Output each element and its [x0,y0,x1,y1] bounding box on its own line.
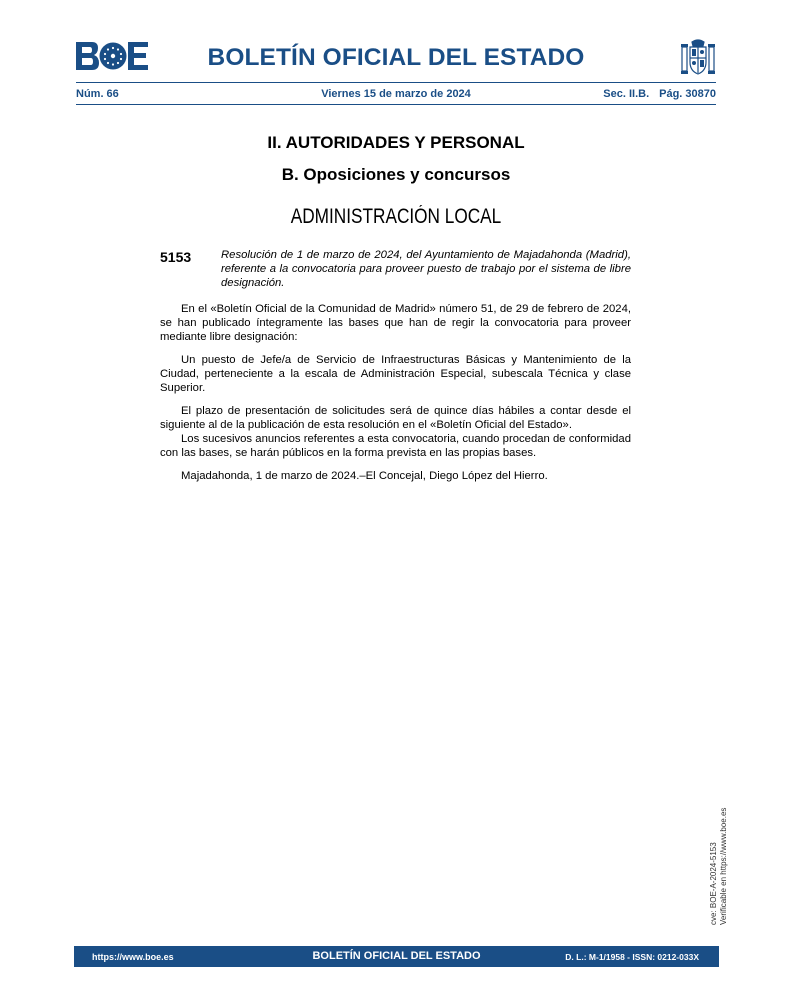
paragraph: En el «Boletín Oficial de la Comunidad de Madrid» número 51, de 29 de febrero de 2024, se han publicado íntegramente las bases que han de regir la convocatoria para proveer mediante libre designación: [160,303,631,343]
verify-link[interactable]: Verificable en https://www.boe.es [719,807,728,925]
footer-bar [74,946,719,967]
header-title: BOLETÍN OFICIAL DEL ESTADO [207,44,585,71]
paragraph: Los sucesivos anuncios referentes a esta convocatoria, cuando procedan de conformidad con las bases, se harán públicos en la forma prevista en las propias bases. [160,433,631,459]
page-label: Pág. 30870 [659,88,716,100]
footer-url[interactable]: https://www.boe.es [92,952,174,962]
category-heading: ADMINISTRACIÓN LOCAL [290,205,502,228]
issue-number: Núm. 66 [76,88,119,100]
footer-title: BOLETÍN OFICIAL DEL ESTADO [312,950,481,962]
cve-code: cve: BOE-A-2024-5153 [709,842,718,925]
boe-logo-icon [76,42,148,70]
document-body [160,302,631,492]
header-rule-bottom [76,104,716,105]
entry-number: 5153 [160,249,192,265]
signature-paragraph: Majadahonda, 1 de marzo de 2024.–El Concejal, Diego López del Hierro. [181,470,548,482]
section-page [603,88,716,100]
paragraph: Un puesto de Jefe/a de Servicio de Infraestructuras Básicas y Mantenimiento de la Ciudad, perteneciente a la escala de Administración Especial, subescala Técnica y clase Superior. [160,354,631,394]
footer-legal: D. L.: M-1/1958 - ISSN: 0212-033X [565,952,699,962]
spain-coat-of-arms-icon [680,38,716,76]
header-rule-top [76,82,716,83]
entry-summary: Resolución de 1 de marzo de 2024, del Ayuntamiento de Majadahonda (Madrid), referente a la convocatoria para proveer puesto de trabajo por el sistema de libre designación. [221,249,631,289]
section-label: Sec. II.B. [603,88,650,100]
issue-date: Viernes 15 de marzo de 2024 [321,88,471,100]
verification-note [709,785,729,925]
subsection-heading: B. Oposiciones y concursos [281,165,511,184]
section-heading: II. AUTORIDADES Y PERSONAL [267,133,525,152]
paragraph: El plazo de presentación de solicitudes será de quince días hábiles a contar desde el siguiente al de la publicación de esta resolución en el «Boletín Oficial del Estado». [160,405,631,431]
